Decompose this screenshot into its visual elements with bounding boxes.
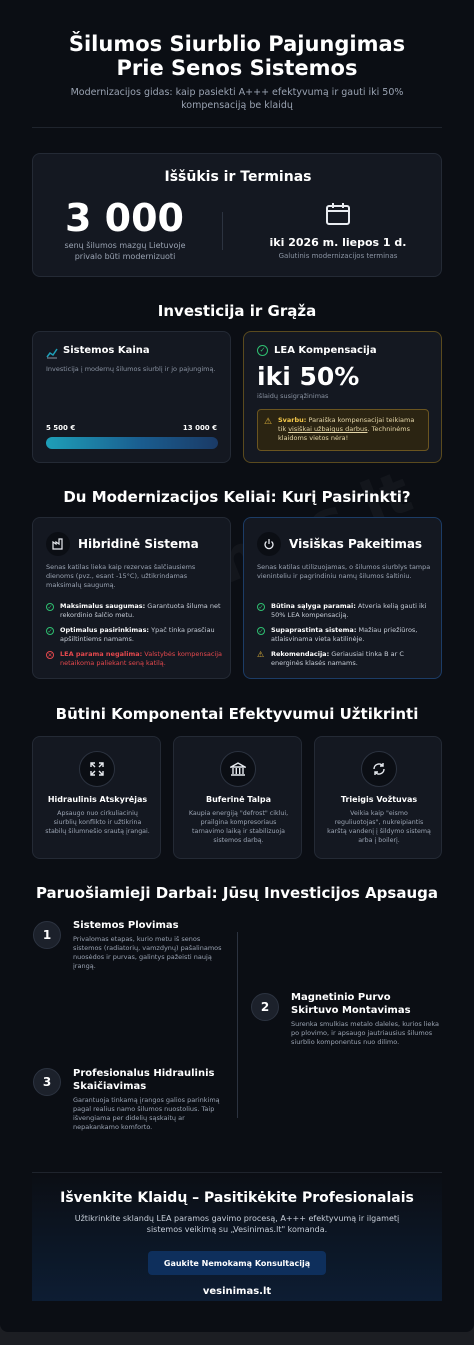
cost-range-bar — [46, 437, 218, 449]
investment-title: Investicija ir Grąža — [157, 302, 317, 320]
component-desc: Kaupia energiją "defrost" ciklui, prailgina kompresoriaus tarnavimo laiką ir stabilizuoja sistemos darbą. — [188, 810, 289, 844]
check-icon: ✓ — [258, 603, 264, 611]
warning-text: Svarbu: Paraiška kompensacijai teikiama tik visiškai užbaigus darbus. Techninėms klaidoms vietos nėra! — [278, 416, 415, 442]
power-icon — [257, 532, 281, 556]
components-title: Būtini Komponentai Efektyvumui Užtikrinti — [55, 705, 419, 723]
modernization-count: 3 000 — [65, 196, 184, 240]
component-card — [32, 736, 161, 859]
deadline-date: iki 2026 m. liepos 1 d. — [269, 236, 407, 249]
cta-title: Išvenkite Klaidų – Pasitikėkite Profesionalais — [60, 1190, 414, 1206]
full-item: ⚠ Rekomendacija: Geriausiai tinka B ar C energinės klasės namams. — [257, 650, 404, 667]
swap-icon — [361, 751, 397, 787]
cost-card — [32, 331, 231, 463]
divider — [222, 212, 223, 250]
x-icon: ✕ — [47, 651, 53, 659]
hybrid-item: ✓ Maksimalus saugumas: Garantuota šiluma net rekordinio šalčio metu. — [47, 602, 221, 619]
step-number: 1 — [33, 921, 61, 949]
hybrid-card — [32, 517, 231, 679]
check-icon: ✓ — [47, 603, 53, 611]
full-replacement-card — [243, 517, 442, 679]
cta-section — [32, 1173, 442, 1301]
hybrid-title: Hibridinė Sistema — [78, 537, 199, 551]
lea-percent: iki 50% — [257, 362, 360, 391]
cost-card-title: Sistemos Kaina — [63, 345, 150, 356]
challenge-card — [32, 153, 442, 277]
calendar-icon — [325, 202, 351, 226]
step-desc: Garantuoja tinkamą įrangos galios parinkimą pagal realius namo šilumos nuostolius. Taip išvengiama per didelių sąskaitų ar nepakankamo komforto. — [73, 1096, 220, 1131]
component-card — [173, 736, 302, 859]
cost-min-label: 5 500 € — [46, 424, 76, 432]
lea-card-title: LEA Kompensacija — [274, 345, 377, 356]
step-number: 3 — [33, 1068, 61, 1096]
cost-max-label: 13 000 € — [182, 424, 217, 432]
hybrid-desc: Senas katilas lieka kaip rezervas šalčiausiems dienoms (pvz., esant -15°C), užtikrindamas maksimalų saugumą. — [46, 563, 196, 589]
step-title: Sistemos Plovimas — [73, 920, 179, 931]
warning-box — [257, 409, 429, 451]
paths-title: Du Modernizacijos Keliai: Kurį Pasirinkti? — [63, 488, 411, 506]
full-item: ✓ Supaprastinta sistema: Mažiau priežiūros, atlaisvinama vieta katilinėje. — [258, 626, 418, 643]
challenge-title: Iššūkis ir Terminas — [164, 169, 312, 185]
step-desc: Privalomas etapas, kurio metu iš senos sistemos (radiatorių, vamzdynų) pašalinamos nuosėdos ir purvas, galintys pažeisti naują įrangą. — [73, 935, 222, 970]
component-title: Trieigis Vožtuvas — [340, 795, 418, 804]
full-desc: Senas katilas utilizuojamas, o šilumos siurblys tampa vieninteliu ir pagrindiniu namų šilumos šaltiniu. — [257, 563, 431, 580]
cta-desc: Užtikrinkite sklandų LEA paramos gavimo procesą, A+++ efektyvumą ir ilgametį sistemos veikimą su „Vesinimas.lt" komanda. — [74, 1214, 400, 1234]
step-desc: Surenka smulkias metalo daleles, kurios lieka po plovimo, ir apsaugo jautriausius šilumos siurblio komponentus nuo dilimo. — [291, 1020, 440, 1046]
chart-line-icon — [46, 344, 58, 356]
step-title: Magnetinio Purvo Skirtuvo Montavimas — [291, 992, 411, 1016]
full-item: ✓ Būtina sąlyga paramai: Atveria kelią gauti iki 50% LEA kompensaciją. — [258, 602, 427, 619]
component-desc: Apsaugo nuo cirkuliacinių siurblių konflikto ir užtikrina stabilų šilumnešio srautą įrangai. — [45, 810, 150, 835]
hybrid-item: ✓ Optimalus pasirinkimas: Ypač tinka prasčiau apšiltintiems namams. — [47, 626, 215, 643]
lea-card — [243, 331, 442, 463]
component-card — [314, 736, 442, 859]
timeline-line — [237, 932, 238, 1118]
component-title: Hidraulinis Atskyrėjas — [47, 795, 148, 804]
page-subtitle: Modernizacijos gidas: kaip pasiekti A+++ efektyvumą ir gauti iki 50% kompensaciją be klaidų — [70, 87, 404, 111]
step-title: Profesionalus Hidraulinis Skaičiavimas — [73, 1068, 215, 1092]
brand-name: vesinimas.lt — [202, 1286, 272, 1297]
component-title: Buferinė Talpa — [206, 795, 271, 804]
arrows-expand-icon — [79, 751, 115, 787]
component-desc: Veikia kaip "eismo reguliuotojas", nukreipiantis karštą vandenį į šildymo sistemą arba į boilerį. — [327, 810, 431, 844]
lea-percent-caption: išlaidų susigrąžinimas — [257, 392, 329, 400]
deadline-caption: Galutinis modernizacijos terminas — [278, 252, 398, 260]
warning-icon: ⚠ — [264, 417, 273, 427]
full-title: Visiškas Pakeitimas — [289, 537, 423, 551]
check-icon: ✓ — [258, 627, 264, 635]
check-icon: ✓ — [47, 627, 53, 635]
consultation-button[interactable]: Gaukite Nemokamą Konsultaciją — [148, 1251, 326, 1275]
hybrid-item: ✕ LEA parama negalima: Valstybės kompensacija netaikoma paliekant seną katilą. — [47, 650, 223, 667]
cost-card-desc: Investicija į modernų šilumos siurblį ir jo pajungimą. — [46, 365, 216, 373]
warning-icon: ⚠ — [257, 650, 265, 659]
warning-link: visiškai užbaigus darbus — [288, 425, 368, 433]
bank-icon — [220, 751, 256, 787]
factory-icon — [46, 532, 70, 556]
modernization-count-caption: senų šilumos mazgų Lietuvoje privalo būti modernizuoti — [64, 241, 186, 261]
prep-title: Paruošiamieji Darbai: Jūsų Investicijos Apsauga — [35, 884, 439, 902]
page-title: Šilumos Siurblio Pajungimas Prie Senos Sistemos — [68, 32, 406, 80]
step-number: 2 — [251, 993, 279, 1021]
divider — [32, 127, 442, 128]
check-circle-icon: ✓ — [257, 345, 268, 356]
